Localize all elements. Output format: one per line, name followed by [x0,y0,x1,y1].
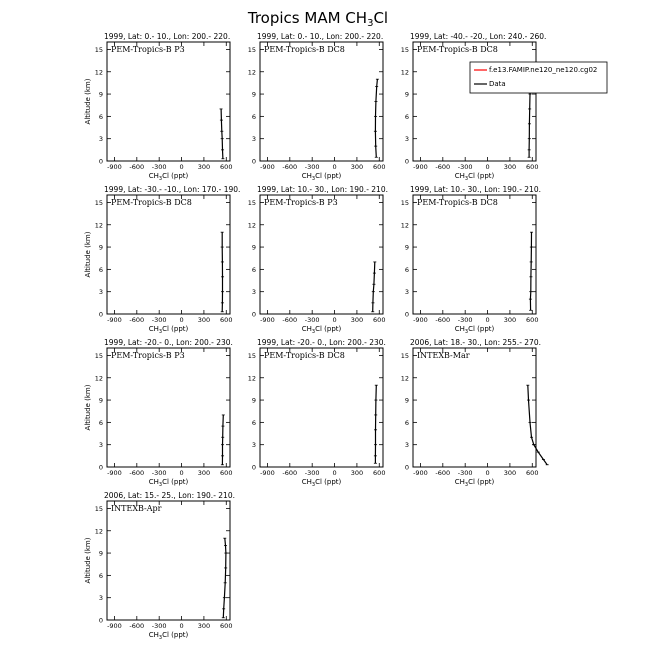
x-axis-label-part: CH [301,478,312,486]
y-tick-label: 0 [98,463,103,472]
x-tick-label: -600 [282,316,298,324]
campaign-label: PEM-Tropics-B DC8 [264,45,345,54]
x-tick-label: -900 [260,163,275,171]
y-axis-label: Altitude (km) [84,537,92,584]
x-tick-label: 0 [179,316,184,324]
x-axis-label [455,172,495,182]
y-tick-label: 15 [400,45,409,54]
x-tick-label: -300 [151,316,167,324]
y-tick-label: 12 [247,68,256,77]
x-tick-label: 0 [485,316,490,324]
x-tick-label: -900 [260,469,275,477]
data-line [530,232,531,310]
y-tick-label: 0 [251,157,256,166]
x-tick-label: -600 [435,316,451,324]
data-line [375,385,376,463]
y-tick-label: 3 [251,135,256,144]
x-tick-label: -300 [151,622,167,630]
x-axis-label-sub: 3 [464,482,469,488]
y-tick-label: 15 [94,45,103,54]
x-tick-label: 300 [503,316,517,324]
x-tick-label: 300 [197,163,211,171]
x-tick-label: -600 [129,316,145,324]
y-tick-label: 6 [98,112,103,121]
y-tick-label: 12 [94,221,103,230]
x-axis-label-part: CH [148,325,159,333]
campaign-label: PEM-Tropics-B P3 [111,351,185,360]
panel-2 [248,32,386,182]
panel-grid [84,32,607,641]
y-tick-label: 0 [98,157,103,166]
x-tick-label: 300 [350,163,364,171]
x-tick-label: 600 [373,163,386,171]
panel-8 [248,338,386,488]
x-tick-label: -300 [457,163,473,171]
campaign-label: PEM-Tropics-B DC8 [264,351,345,360]
x-axis-label-sub: 3 [311,176,316,182]
x-tick-label: -300 [151,163,167,171]
y-tick-label: 9 [404,243,409,252]
x-tick-label: 0 [179,469,184,477]
campaign-label: PEM-Tropics-B P3 [111,45,185,54]
y-tick-label: 6 [98,571,103,580]
x-tick-label: -600 [435,469,451,477]
data-line [221,109,223,159]
x-axis-label-part: Cl (ppt) [162,631,189,639]
y-tick-label: 0 [98,616,103,625]
y-tick-label: 15 [247,45,256,54]
panel-title: 1999, Lat: -40.- -20., Lon: 240.- 260. [410,32,547,41]
x-tick-label: 600 [526,316,539,324]
x-axis-label-part: CH [454,172,465,180]
legend-model-label: f.e13.FAMIP.ne120_ne120.cg02 [489,66,598,74]
x-axis-label-sub: 3 [311,329,316,335]
x-tick-label: -900 [260,316,275,324]
plot-frame [107,348,230,467]
x-tick-label: -900 [107,163,122,171]
panel-1 [84,32,232,182]
x-tick-label: -300 [304,316,320,324]
y-tick-label: 0 [251,310,256,319]
y-tick-label: 12 [94,527,103,536]
y-tick-label: 6 [251,265,256,274]
panel-7 [84,338,233,488]
x-tick-label: -300 [304,163,320,171]
y-axis-label: Altitude (km) [84,78,92,125]
x-tick-label: -900 [107,469,122,477]
y-tick-label: 9 [251,90,256,99]
plot-frame [107,501,230,620]
y-tick-label: 3 [404,441,409,450]
x-tick-label: -900 [413,163,428,171]
campaign-label: PEM-Tropics-B P3 [264,198,338,207]
campaign-label: INTEXB-Apr [111,504,162,513]
y-axis-label: Altitude (km) [84,231,92,278]
y-tick-label: 9 [251,396,256,405]
x-tick-label: 300 [197,469,211,477]
x-axis-label [149,172,189,182]
panel-3 [401,32,607,182]
x-tick-label: -900 [413,469,428,477]
x-tick-label: 600 [220,163,233,171]
y-tick-label: 15 [400,198,409,207]
x-tick-label: -300 [304,469,320,477]
x-tick-label: 600 [220,469,233,477]
data-line [223,538,226,618]
x-axis-label-part: Cl (ppt) [162,325,189,333]
plot-frame [107,42,230,161]
y-tick-label: 6 [98,418,103,427]
y-tick-label: 3 [251,288,256,297]
panel-10 [84,491,235,641]
y-tick-label: 15 [94,504,103,513]
x-axis-label-part: CH [148,172,159,180]
y-tick-label: 0 [404,310,409,319]
x-tick-label: 300 [197,622,211,630]
y-tick-label: 6 [98,265,103,274]
y-tick-label: 15 [94,198,103,207]
x-axis-label-part: CH [301,325,312,333]
y-tick-label: 3 [404,288,409,297]
campaign-label: PEM-Tropics-B DC8 [417,198,498,207]
plot-frame [413,348,536,467]
y-tick-label: 9 [98,396,103,405]
plot-frame [260,42,383,161]
y-tick-label: 12 [94,374,103,383]
x-axis-label [149,325,189,335]
panel-title: 1999, Lat: -20.- 0., Lon: 200.- 230. [257,338,386,347]
y-tick-label: 6 [251,112,256,121]
plot-frame [107,195,230,314]
x-axis-label-part: CH [454,478,465,486]
y-tick-label: 3 [98,594,103,603]
campaign-label: INTEXB-Mar [417,351,470,360]
x-axis-label-part: CH [454,325,465,333]
x-axis-label-sub: 3 [158,176,163,182]
panel-4 [84,185,240,335]
x-axis-label [302,172,342,182]
panel-title: 2006, Lat: 18.- 30., Lon: 255.- 270. [410,338,541,347]
y-tick-label: 9 [251,243,256,252]
x-tick-label: -600 [129,469,145,477]
x-axis-label [149,478,189,488]
panel-title: 1999, Lat: 0.- 10., Lon: 200.- 220. [104,32,231,41]
y-tick-label: 12 [94,68,103,77]
y-tick-label: 9 [98,549,103,558]
x-axis-label-part: CH [301,172,312,180]
panel-title: 1999, Lat: 0.- 10., Lon: 200.- 220. [257,32,384,41]
y-tick-label: 9 [98,90,103,99]
y-tick-label: 0 [404,463,409,472]
x-tick-label: -900 [107,316,122,324]
plot-frame [260,195,383,314]
x-tick-label: 0 [332,163,337,171]
y-tick-label: 6 [404,112,409,121]
y-tick-label: 9 [404,396,409,405]
data-line [528,385,547,465]
x-tick-label: 600 [526,163,539,171]
panel-title: 1999, Lat: -20.- 0., Lon: 200.- 230. [104,338,233,347]
y-tick-label: 6 [404,418,409,427]
y-tick-label: 9 [404,90,409,99]
x-tick-label: 300 [350,469,364,477]
x-axis-label-sub: 3 [464,176,469,182]
y-tick-label: 0 [98,310,103,319]
y-tick-label: 6 [404,265,409,274]
y-tick-label: 3 [98,441,103,450]
x-tick-label: 300 [503,163,517,171]
x-tick-label: 600 [220,622,233,630]
x-axis-label [149,631,189,641]
figure-title: Tropics MAM $CH_3Cl$ [247,9,389,29]
x-tick-label: -600 [282,163,298,171]
y-tick-label: 12 [247,221,256,230]
x-tick-label: 0 [179,163,184,171]
panel-title: 1999, Lat: -30.- -10., Lon: 170.- 190. [104,185,241,194]
y-tick-label: 15 [94,351,103,360]
plot-frame [260,348,383,467]
y-tick-label: 6 [251,418,256,427]
x-axis-label-part: Cl (ppt) [468,325,495,333]
x-axis-label [302,325,342,335]
y-tick-label: 3 [251,441,256,450]
x-tick-label: -600 [129,163,145,171]
x-tick-label: 0 [485,163,490,171]
panel-title: 1999, Lat: 10.- 30., Lon: 190.- 210. [257,185,388,194]
y-tick-label: 3 [98,135,103,144]
x-tick-label: 0 [332,316,337,324]
x-tick-label: 0 [179,622,184,630]
x-axis-label-part: Cl (ppt) [315,478,342,486]
x-tick-label: 600 [526,469,539,477]
x-tick-label: -300 [457,316,473,324]
x-axis-label-part: Cl (ppt) [315,325,342,333]
campaign-label: PEM-Tropics-B DC8 [111,198,192,207]
x-axis-label-sub: 3 [158,329,163,335]
y-tick-label: 12 [247,374,256,383]
panel-9 [401,338,549,488]
x-tick-label: -300 [457,469,473,477]
plot-frame [413,42,536,161]
x-axis-label [302,478,342,488]
x-axis-label-part: Cl (ppt) [468,172,495,180]
y-tick-label: 0 [404,157,409,166]
y-tick-label: 15 [247,351,256,360]
x-tick-label: -300 [151,469,167,477]
data-line [373,262,375,312]
x-tick-label: 300 [197,316,211,324]
x-tick-label: 0 [485,469,490,477]
x-axis-label-sub: 3 [464,329,469,335]
data-line [375,79,377,157]
y-tick-label: 15 [247,198,256,207]
x-axis-label [455,325,495,335]
y-tick-label: 9 [98,243,103,252]
y-axis-label: Altitude (km) [84,384,92,431]
x-tick-label: 300 [503,469,517,477]
x-axis-label-part: Cl (ppt) [162,172,189,180]
y-tick-label: 12 [400,374,409,383]
x-tick-label: 600 [373,469,386,477]
y-tick-label: 12 [400,68,409,77]
x-tick-label: -900 [107,622,122,630]
legend-data-label: Data [489,80,506,88]
x-tick-label: -900 [413,316,428,324]
x-axis-label-sub: 3 [158,482,163,488]
x-tick-label: -600 [129,622,145,630]
plot-frame [413,195,536,314]
x-axis-label-part: CH [148,478,159,486]
x-axis-label [455,478,495,488]
x-axis-label-part: Cl (ppt) [162,478,189,486]
panel-title: 2006, Lat: 15.- 25., Lon: 190.- 210. [104,491,235,500]
campaign-label: PEM-Tropics-B DC8 [417,45,498,54]
x-tick-label: 600 [373,316,386,324]
x-tick-label: 0 [332,469,337,477]
x-axis-label-part: Cl (ppt) [315,172,342,180]
x-tick-label: -600 [282,469,298,477]
y-tick-label: 15 [400,351,409,360]
x-tick-label: -600 [435,163,451,171]
data-line [222,415,223,465]
x-axis-label-sub: 3 [158,635,163,641]
x-tick-label: 600 [220,316,233,324]
y-tick-label: 12 [400,221,409,230]
panel-title: 1999, Lat: 10.- 30., Lon: 190.- 210. [410,185,541,194]
panel-5 [248,185,388,335]
y-tick-label: 0 [251,463,256,472]
y-tick-label: 3 [404,135,409,144]
legend [470,62,607,93]
x-tick-label: 300 [350,316,364,324]
x-axis-label-part: Cl (ppt) [468,478,495,486]
panel-6 [401,185,541,335]
y-tick-label: 3 [98,288,103,297]
x-axis-label-sub: 3 [311,482,316,488]
x-axis-label-part: CH [148,631,159,639]
